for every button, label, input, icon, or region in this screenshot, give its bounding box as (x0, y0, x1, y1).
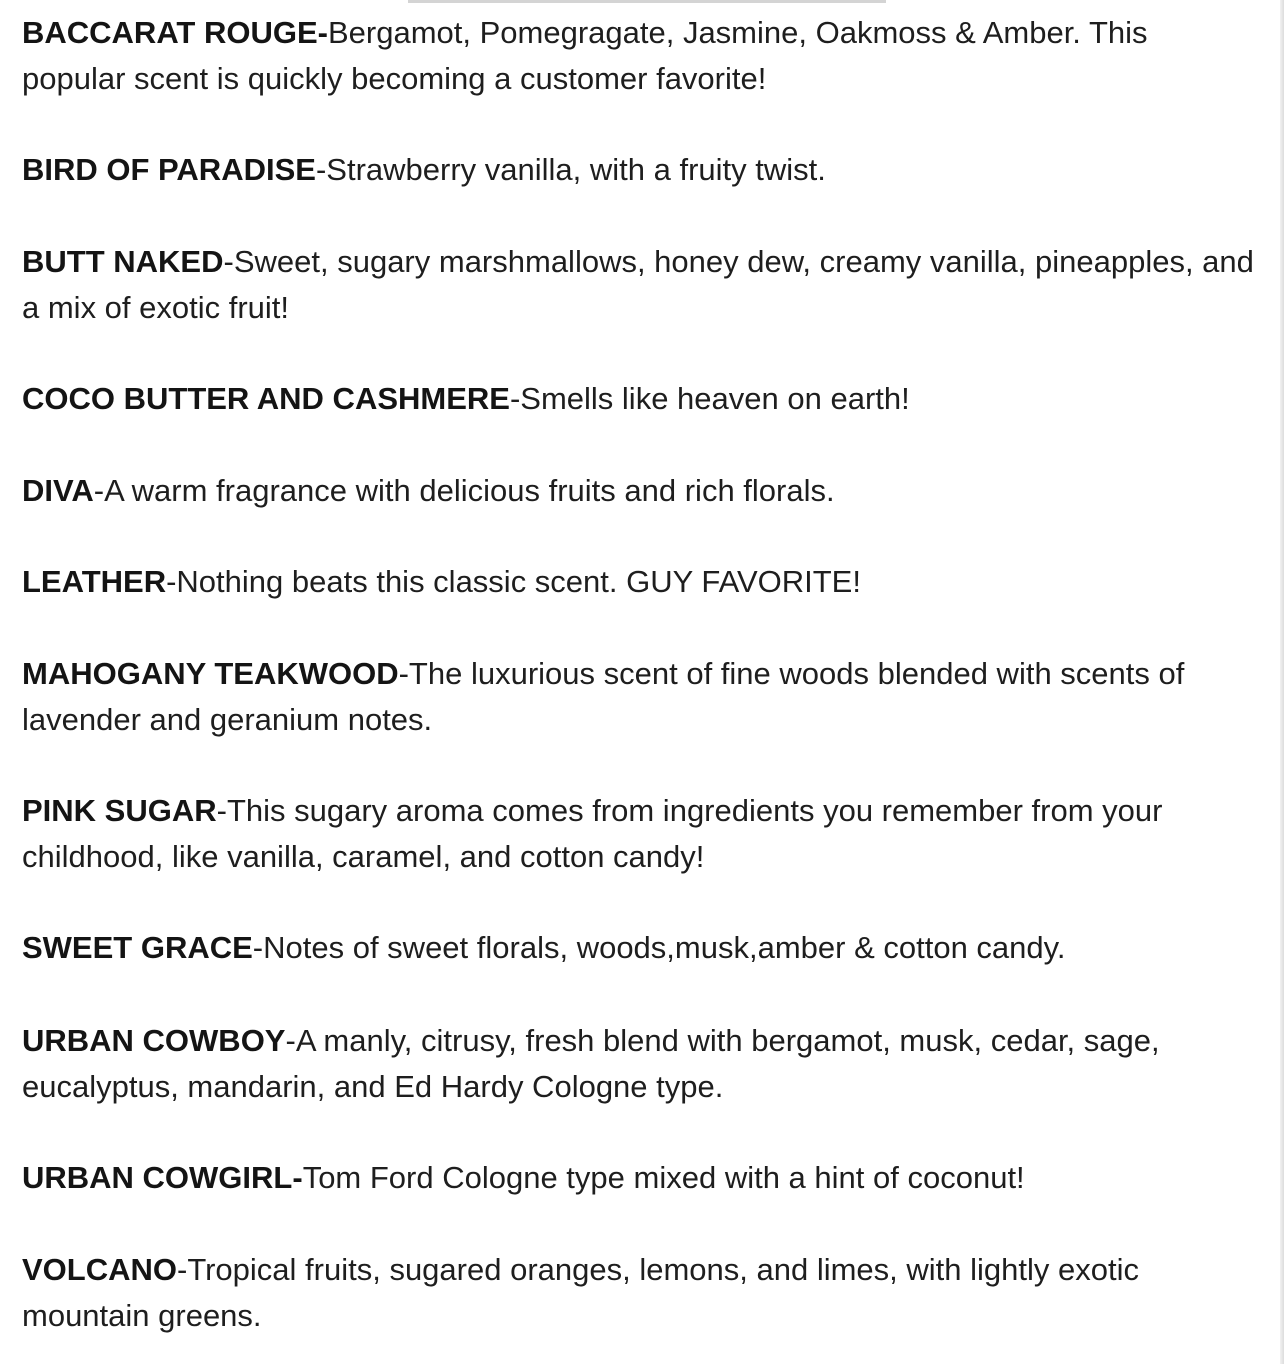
scent-item (22, 1247, 1258, 1339)
scent-description: Tom Ford Cologne type mixed with a hint of coconut! (302, 1160, 1025, 1195)
scent-description: -The luxurious scent of fine woods blended with scents of lavender and geranium notes. (22, 656, 1185, 737)
scent-description: -Nothing beats this classic scent. GUY FAVORITE! (166, 564, 861, 599)
scent-name: URBAN COWGIRL- (22, 1160, 303, 1195)
scent-item (22, 559, 1258, 605)
scent-item (22, 1155, 1258, 1201)
scent-description: -A warm fragrance with delicious fruits and rich florals. (93, 473, 835, 508)
scent-name: MAHOGANY TEAKWOOD (22, 656, 399, 691)
scent-item (22, 788, 1258, 880)
scent-name: URBAN COWBOY (22, 1023, 286, 1058)
scent-item (22, 468, 1258, 514)
scent-description: -Strawberry vanilla, with a fruity twist. (315, 152, 826, 187)
scent-name: BIRD OF PARADISE (22, 152, 316, 187)
scent-description: Bergamot, Pomegragate, Jasmine, Oakmoss & Amber. This popular scent is quickly becoming a customer favorite! (22, 15, 1148, 96)
scent-description: -This sugary aroma comes from ingredients you remember from your childhood, like vanilla, caramel, and cotton candy! (22, 793, 1163, 874)
scent-item (22, 147, 1258, 193)
scent-name: BUTT NAKED (22, 244, 224, 279)
scent-name: LEATHER (22, 564, 167, 599)
scent-name: SWEET GRACE (22, 930, 253, 965)
scent-item (22, 1018, 1258, 1110)
right-edge-shadow (1280, 0, 1284, 1364)
scent-description: -Tropical fruits, sugared oranges, lemons, and limes, with lightly exotic mountain greens. (22, 1252, 1139, 1333)
scent-name: COCO BUTTER AND CASHMERE (22, 381, 510, 416)
scent-description: -Sweet, sugary marshmallows, honey dew, creamy vanilla, pineapples, and a mix of exotic fruit! (22, 244, 1254, 325)
scent-item (22, 10, 1258, 102)
scent-item (22, 376, 1258, 422)
scent-description: -Notes of sweet florals, woods,musk,amber & cotton candy. (252, 930, 1066, 965)
scent-name: PINK SUGAR (22, 793, 217, 828)
scent-name: BACCARAT ROUGE- (22, 15, 328, 50)
scent-item (22, 239, 1258, 331)
scent-description: -Smells like heaven on earth! (509, 381, 910, 416)
scent-name: VOLCANO (22, 1252, 177, 1287)
scent-item (22, 925, 1258, 971)
scent-description: -A manly, citrusy, fresh blend with bergamot, musk, cedar, sage, eucalyptus, mandarin, and Ed Hardy Cologne type. (22, 1023, 1160, 1104)
scent-name: DIVA (22, 473, 94, 508)
top-divider (408, 0, 886, 3)
scent-item (22, 651, 1258, 743)
